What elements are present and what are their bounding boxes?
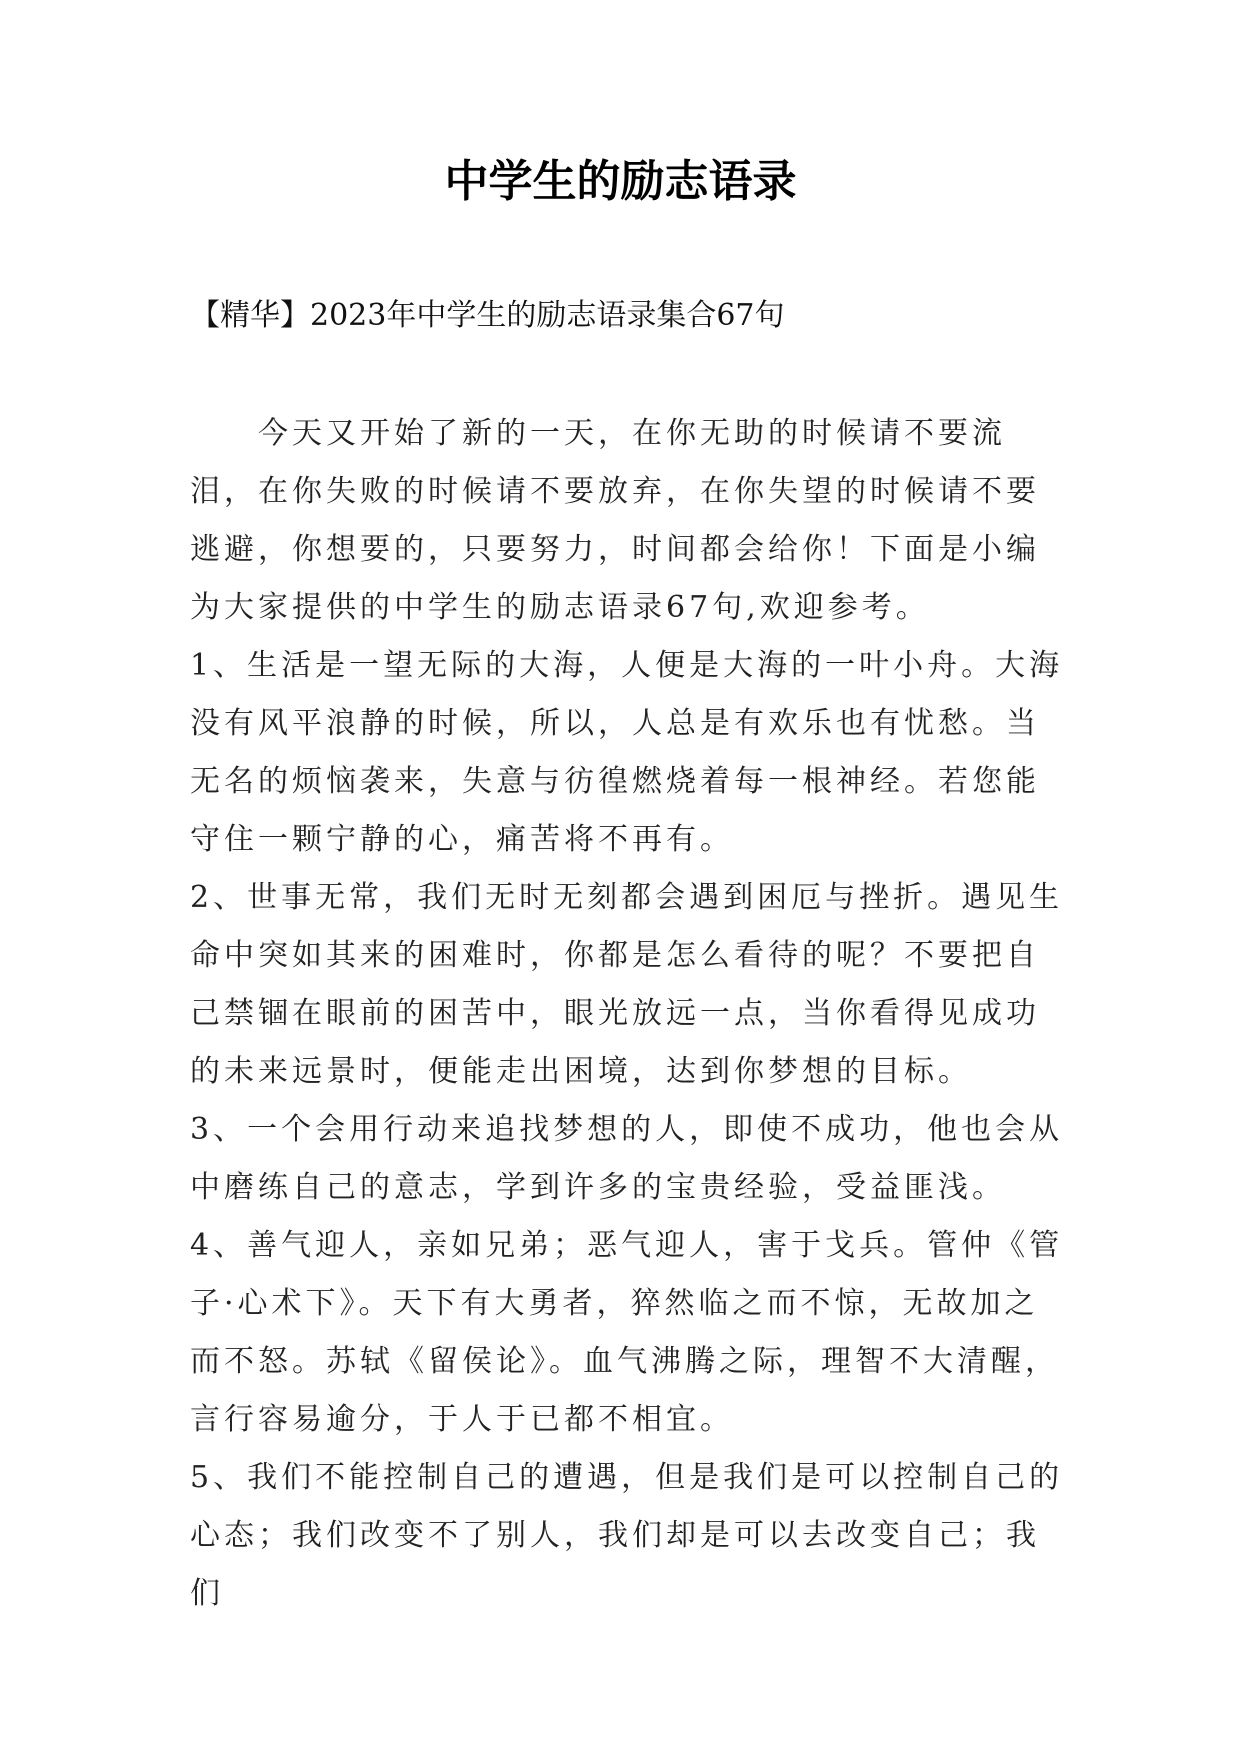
- quote-item-4: 4、善气迎人，亲如兄弟；恶气迎人，害于戈兵。管仲《管子·心术下》。天下有大勇者，猝然临之而不惊，无故加之而不怒。苏轼《留侯论》。血气沸腾之际，理智不大清醒，言行容易逾分，于人于已都不相宜。: [190, 1228, 1064, 1437]
- quote-item-1: 1、生活是一望无际的大海，人便是大海的一叶小舟。大海没有风平浪静的时候，所以，人总是有欢乐也有忧愁。当无名的烦恼袭来，失意与彷徨燃烧着每一根神经。若您能守住一颗宁静的心，痛苦将不再有。: [190, 648, 1064, 857]
- document-title: 中学生的励志语录: [444, 156, 797, 207]
- document-subtitle: 【精华】2023年中学生的励志语录集合67句: [190, 298, 785, 333]
- quote-item-5: 5、我们不能控制自己的遭遇，但是我们是可以控制自己的心态；我们改变不了别人，我们却是可以去改变自己；我们: [190, 1460, 1064, 1611]
- intro-paragraph: 今天又开始了新的一天，在你无助的时候请不要流泪，在你失败的时候请不要放弃，在你失望的时候请不要逃避，你想要的，只要努力，时间都会给你！下面是小编为大家提供的中学生的励志语录67句,欢迎参考。: [190, 416, 1040, 625]
- document-body: [190, 405, 1070, 1623]
- quote-item-2: 2、世事无常，我们无时无刻都会遇到困厄与挫折。遇见生命中突如其来的困难时，你都是怎么看待的呢？不要把自己禁锢在眼前的困苦中，眼光放远一点，当你看得见成功的未来远景时，便能走出困境，达到你梦想的目标。: [190, 880, 1064, 1089]
- quote-item-3: 3、一个会用行动来追找梦想的人，即使不成功，他也会从中磨练自己的意志，学到许多的宝贵经验，受益匪浅。: [190, 1112, 1064, 1205]
